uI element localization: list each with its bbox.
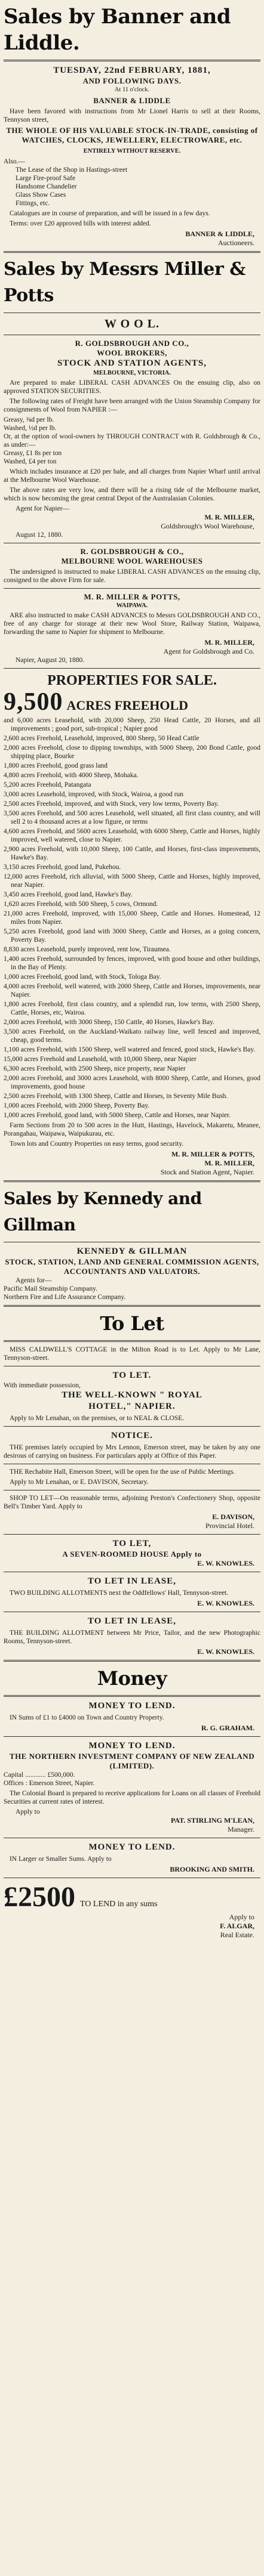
advert-body: TWO BUILDING ALLOTMENTS next the Oddfellows' Hall, Tennyson-street.: [10, 1589, 229, 1597]
property-item: 1,100 acres Freehold, with 1500 Sheep, well watered and fenced, good stock, Hawke's Bay.: [4, 1046, 256, 1053]
signature-role: Auctioneers.: [218, 239, 254, 247]
firm-sub: WOOL BROKERS,: [97, 348, 167, 357]
offices-line: Offices : Emerson Street, Napier.: [4, 1780, 95, 1787]
paragraph: Farm Sections from 20 to 500 acres in the Hutt, Hastings, Havelock, Makaretu, Meanee, Porangahau, Waipawa, Waipukurau, etc.: [4, 1122, 260, 1137]
property-item: 2,000 acres Freehold, with 3000 Sheep, 150 Cattle, 40 Horses, Hawke's Bay.: [4, 1019, 214, 1026]
section-banner-to-let: To Let: [100, 1312, 164, 1335]
paragraph: Town lots and Country Properties on easy terms, good security.: [10, 1140, 184, 1148]
advert: SHOP TO LET—On reasonable terms, adjoining Preston's Confectionery Shop, opposite Bell's Timber Yard. Apply to: [4, 1495, 260, 1510]
property-item: 4,600 acres Freehold, and 5600 acres Leasehold, with 6000 Sheep, Cattle and Horses, highly improved, well watered, close to Napier.: [4, 828, 260, 843]
apply-label: Apply to: [229, 1913, 254, 1921]
instruction-text: Have been favored with instructions from Mr Lionel Harris to sell at their Rooms, Tennyson street,: [4, 108, 260, 123]
properties-lead: [4, 689, 260, 715]
advert: Apply to Mr Lenahan, or E. DAVISON, Secretary.: [10, 1479, 149, 1486]
advert-body: IN Larger or Smaller Sums. Apply to: [10, 1856, 112, 1863]
property-item: 5,250 acres Freehold, good land with 3000 Sheep, Cattle and Horses, as a going concern, Poverty Bay.: [4, 928, 260, 944]
advert-apply: Apply to Mr Lenahan, on the premises, or to NEAL & CLOSE.: [10, 1415, 185, 1422]
agent-item: Northern Fire and Life Assurance Company.: [4, 1294, 126, 1301]
advert-body: A SEVEN-ROOMED HOUSE Apply to: [62, 1550, 202, 1558]
advert-body: IN Sums of £1 to £4000 on Town and Country Property.: [10, 1714, 164, 1721]
sale-time: At 11 o'clock.: [114, 86, 150, 93]
property-item: 1,400 acres Freehold, surrounded by fences, improved, with good house and other buildings, in the Bay of Plenty.: [4, 955, 260, 971]
property-item: 3,500 acres Freehold, on the Auckland-Waikato railway line, well fenced and improved, cheap, good terms.: [4, 1028, 260, 1044]
property-item: 3,500 acres Freehold, and 500 acres Leasehold, well situated, all first class country, and will sell 2 to 4 thousand acres at a low figure, or terms: [4, 810, 260, 825]
agent-label: Agent for Napier—: [16, 505, 70, 512]
firm-name: R. GOLDSBROUGH & CO.,: [80, 547, 184, 556]
property-item: 2,500 acres Freehold, improved, and with Stock, very low terms, Poverty Bay.: [4, 800, 219, 808]
signature-role: Provincial Hotel.: [205, 1522, 254, 1530]
also-label: Also.—: [4, 158, 26, 165]
list-item: Greasy, ⅜d per lb.: [4, 416, 54, 423]
acreage-text: ACRES FREEHOLD: [66, 698, 189, 713]
divider: [4, 1426, 260, 1427]
property-item: 21,000 acres Freehold, improved, with 15,000 Sheep, Cattle and Horses. Homestead, 12 miles from Napier.: [4, 910, 260, 926]
advert-title: TO LET IN LEASE,: [87, 1576, 176, 1586]
divider: [4, 1305, 260, 1307]
advert-title: TO LET.: [112, 1371, 152, 1380]
list-item: Large Fire-proof Safe: [16, 175, 76, 182]
advert-body: With immediate possession,: [4, 1382, 81, 1389]
loan-amount: £2500: [4, 1881, 75, 1913]
list-item: Or, at the option of wool-owners by THROUGH CONTRACT with R. Goldsbrough & Co., as under:—: [4, 433, 260, 449]
agent-name: M. R. MILLER,: [204, 513, 254, 521]
list-item: Handsome Chandelier: [16, 183, 77, 190]
agent-date: August 12, 1880.: [16, 531, 63, 539]
item-list: [4, 166, 260, 208]
divider: [4, 588, 260, 589]
property-item: 2,000 acres Freehold, close to dipping townships, with 5000 Sheep, 200 Bond Cattle, good shipping place, Bourke: [4, 744, 260, 760]
properties-title: PROPERTIES FOR SALE.: [47, 673, 217, 688]
divider: [4, 60, 260, 61]
property-item: 2,000 acres Freehold, and 3000 acres Leasehold, with 8000 Sheep, Cattle, and Horses, good improvements, good house: [4, 1075, 260, 1090]
advert-title: MONEY TO LEND.: [88, 1701, 176, 1711]
firm-place: WAIPAWA.: [116, 602, 148, 609]
signature: BANNER & LIDDLE,: [185, 230, 254, 238]
signature: E. W. KNOWLES.: [197, 1647, 254, 1656]
property-item: 1,000 acres Freehold, good land, with Stock, Tologa Bay.: [4, 973, 161, 981]
advert-title: TO LET IN LEASE,: [87, 1616, 176, 1626]
property-item: 3,150 acres Freehold, good land, Pukehou.: [4, 864, 121, 871]
divider: [4, 251, 260, 253]
wool-heading: W O O L.: [104, 317, 160, 330]
list-item: Fittings, etc.: [16, 200, 50, 207]
divider: [4, 1660, 260, 1662]
acreage-figure: 9,500: [4, 688, 63, 716]
sale-date: TUESDAY, 22nd FEBRUARY, 1881,: [53, 66, 211, 75]
firm-sub: STOCK AND STATION AGENTS,: [57, 358, 207, 368]
loan-advert: [4, 1882, 260, 1913]
signature: M. R. MILLER & POTTS,: [171, 1150, 254, 1158]
property-item: 12,000 acres Freehold, rich alluvial, with 5000 Sheep, Cattle and Horses, highly improved, near Napier.: [4, 873, 260, 889]
property-item: 1,800 acres Freehold, good grass land: [4, 762, 108, 769]
list-item: The Lease of the Shop in Hastings-street: [16, 166, 128, 174]
firm-name: KENNEDY & GILLMAN: [76, 1247, 188, 1256]
goods-list: WATCHES, CLOCKS, JEWELLERY, ELECTROWARE, etc.: [22, 135, 242, 144]
advert-title: MONEY TO LEND.: [88, 1741, 176, 1751]
list-item: Glass Show Cases: [16, 191, 66, 199]
divider: [4, 1340, 260, 1342]
terms-note: Terms: over £20 approved bills with interest added.: [10, 220, 151, 227]
signature-role: Manager.: [228, 1825, 254, 1833]
signature: M. R. MILLER,: [204, 638, 254, 647]
agents-label: Agents for—: [16, 1277, 52, 1284]
signature: R. G. GRAHAM.: [201, 1724, 254, 1732]
notice-body: THE premises lately occupied by Mrs Lennon, Emerson street, may be taken by any one desirous of carrying on business. For particulars apply at Office of this Paper.: [4, 1444, 260, 1459]
advert-line: THE WELL-KNOWN " ROYAL: [62, 1390, 202, 1400]
property-item: 1,620 acres Freehold, with 500 Sheep, 5 cows, Ormond.: [4, 901, 158, 908]
property-item: 2,500 acres Freehold, with 1300 Sheep, Cattle and Horses, in Seventy Mile Bush.: [4, 1093, 228, 1100]
section-banner-money: Money: [97, 1667, 167, 1690]
section-banner-liddle: Sales by Banner and Liddle.: [4, 5, 231, 55]
divider: [4, 1180, 260, 1182]
section-banner-miller: Sales by Messrs Miller & Potts: [4, 259, 245, 306]
apply-label: Apply to: [16, 1808, 40, 1816]
paragraph: The undersigned is instructed to make LIBERAL CASH ADVANCES on the ensuing clip, consigned to the above Firm for sale.: [4, 568, 260, 584]
firm-name: M. R. MILLER & POTTS,: [84, 592, 180, 601]
property-item: 4,800 acres Freehold, with 4000 Sheep, Mohaka.: [4, 772, 139, 779]
divider: [4, 668, 260, 669]
advert-title: MONEY TO LEND.: [88, 1842, 176, 1852]
divider: [4, 1695, 260, 1697]
loan-text: TO LEND in any sums: [80, 1900, 158, 1909]
property-item: 6,300 acres Freehold, with 2500 Sheep, nice property, near Napier: [4, 1065, 186, 1072]
property-item: 8,830 acres Leasehold, purely improved, rent low, Tiraumea.: [4, 946, 171, 953]
signature: M. R. MILLER,: [204, 1159, 254, 1167]
property-item: 1,000 acres Freehold, with 2000 Sheep, Poverty Bay.: [4, 1102, 150, 1109]
sale-days: AND FOLLOWING DAYS.: [82, 76, 182, 85]
advert-title: TO LET,: [112, 1539, 152, 1548]
stock-heading: THE WHOLE OF HIS VALUABLE STOCK-IN-TRADE, consisting of: [6, 126, 258, 135]
advert-body: THE NORTHERN INVESTMENT COMPANY OF NEW ZEALAND (LIMITED).: [9, 1752, 255, 1770]
reserve-note: ENTIRELY WITHOUT RESERVE.: [83, 148, 181, 154]
notice-title: NOTICE.: [111, 1431, 153, 1440]
property-item: 4,000 acres Freehold, well watered, with 2000 Sheep, Cattle and Horses, improvements, near Napier.: [4, 983, 260, 998]
advert-body: THE BUILDING ALLOTMENT between Mr Price, Tailor, and the new Photographic Rooms, Tennyson-street.: [4, 1629, 260, 1645]
list-item: Washed, £4 per ton: [4, 458, 57, 465]
rate-list: [4, 416, 260, 466]
signature: E. W. KNOWLES.: [197, 1599, 254, 1607]
firm-name: R. GOLDSBROUGH AND CO.,: [75, 339, 189, 348]
property-list: [4, 716, 260, 1120]
divider: [4, 1534, 260, 1535]
property-item: 1,000 acres Freehold, good land, with 5000 Sheep, Cattle and Horses, near Napier.: [4, 1112, 231, 1119]
advert: MISS CALDWELL'S COTTAGE in the Milton Road is to Let. Apply to Mr Lane, Tennyson-street.: [4, 1346, 260, 1362]
signature: E. W. KNOWLES.: [197, 1559, 254, 1567]
paragraph: The above rates are very low, and there will be a rising tide of the Melbourne market, which is now becoming the great central Depot of the Australasian Colonies.: [4, 487, 260, 502]
advert: THE Rechabite Hall, Emerson Street, will be open for the use of Public Meetings.: [10, 1468, 235, 1476]
list-item: Washed, ½d per lb.: [4, 425, 57, 432]
signature: E. DAVISON,: [212, 1513, 254, 1521]
divider: [4, 1736, 260, 1737]
firm-sub: MELBOURNE WOOL WAREHOUSES: [61, 556, 203, 565]
agent-item: Pacific Mail Steamship Company.: [4, 1285, 98, 1292]
date: Napier, August 20, 1880.: [16, 657, 85, 664]
signature-role: Stock and Station Agent, Napier.: [160, 1168, 254, 1176]
capital-line: Capital ............ £500,000.: [4, 1771, 75, 1779]
agent-place: Goldsbrough's Wool Warehouse,: [161, 522, 254, 530]
signature-role: Real Estate.: [220, 1931, 254, 1939]
list-item: Greasy, £1 8s per ton: [4, 450, 62, 457]
property-item: 2,600 acres Freehold, Leasehold, improved, 800 Sheep, 50 Head Cattle: [4, 735, 199, 742]
advert-body: The Colonial Board is prepared to receive applications for Loans on all classes of Freehold Securities at current rates of interest.: [4, 1790, 260, 1805]
paragraph: Are prepared to make LIBERAL CASH ADVANCES On the ensuing clip, also on approved STATION SECURITIES.: [4, 379, 260, 395]
paragraph: The following rates of Freight have been arranged with the Union Steamship Company for consignments of Wool from NAPIER :—: [4, 398, 260, 413]
property-item: 3,000 acres Leasehold, improved, with Stock, Wairoa, a good run: [4, 791, 183, 798]
paragraph: Which includes insurance at £20 per bale, and all charges from Napier Wharf until arrival at the Melbourne Wool Warehouse.: [4, 468, 260, 484]
property-item: 1,800 acres Freehold, first class country, and a splendid run, low terms, with 2500 Sheep, Cattle, Horses, etc, Wairoa.: [4, 1001, 260, 1016]
property-item: and 6,000 acres Leasehold, with 20,000 Sheep, 250 Head Cattle, 20 Horses, and all improvements ; good port, sub-tropical ; Napier good: [4, 717, 260, 732]
signature: F. ALGAR,: [220, 1922, 254, 1930]
paragraph: ARE also instructed to make CASH ADVANCES to Messrs GOLDSBROUGH AND CO., free of any charge for storage at their new Wool Store, Railway Station, Waipawa, forwarding the same to Napier for shipment to Melbourne.: [4, 612, 260, 636]
firm-line: STOCK, STATION, LAND AND GENERAL COMMISSION AGENTS,: [5, 1257, 259, 1266]
property-item: 3,450 acres Freehold, good land, Hawke's Bay.: [4, 891, 133, 898]
firm-name: BANNER & LIDDLE: [93, 96, 171, 105]
property-item: 2,900 acres Freehold, with 10,000 Sheep, 100 Cattle, and Horses, first-class improvements, Hawke's Bay.: [4, 846, 260, 861]
signature: PAT. STIRLING M'LEAN,: [170, 1816, 254, 1824]
property-item: 15,000 acres Freehold and Leasehold, with 10,000 Sheep, near Napier: [4, 1056, 197, 1063]
advert-line: HOTEL," NAPIER.: [88, 1402, 176, 1411]
catalogue-note: Catalogues are in course of preparation, and will be issued in a few days.: [10, 210, 210, 217]
firm-line: ACCOUNTANTS AND VALUATORS.: [63, 1267, 201, 1276]
firm-place: MELBOURNE, VICTORIA.: [93, 370, 171, 376]
signature: BROOKING AND SMITH.: [170, 1865, 254, 1873]
section-banner-kennedy: Sales by Kennedy and Gillman: [4, 1189, 202, 1235]
property-item: 5,200 acres Freehold, Patangata: [4, 781, 91, 788]
signature-role: Agent for Goldsbrough and Co.: [163, 647, 254, 655]
